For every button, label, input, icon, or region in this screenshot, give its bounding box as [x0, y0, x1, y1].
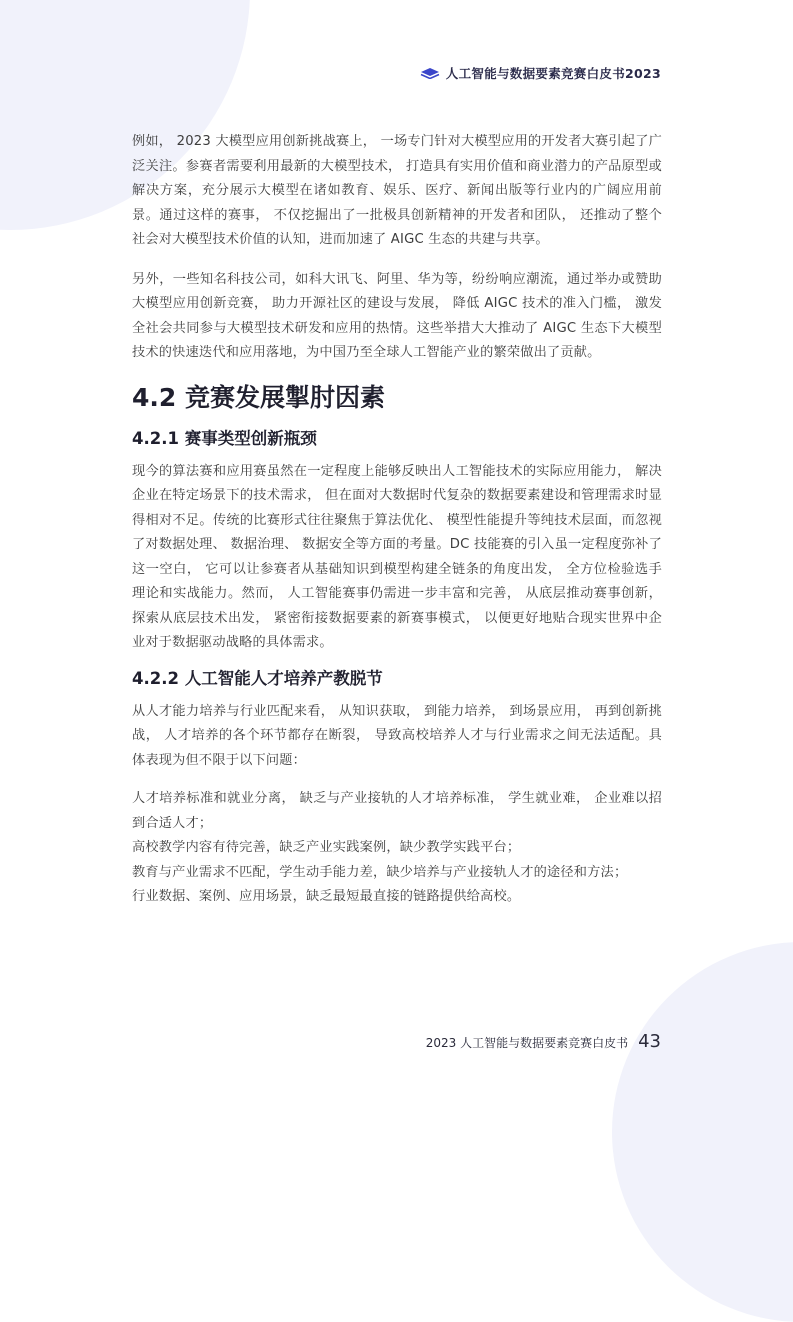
section-heading: 4.2 竞赛发展掣肘因素: [132, 382, 385, 412]
body-paragraph: 从人才能力培养与行业匹配来看， 从知识获取， 到能力培养， 到场景应用， 再到创新挑战， 人才培养的各个环节都存在断裂， 导致高校培养人才与行业需求之间无法适配。具体表现为但不限于以下问题：: [132, 703, 662, 768]
body-paragraph: 例如， 2023 大模型应用创新挑战赛上， 一场专门针对大模型应用的开发者大赛引起了广泛关注。参赛者需要利用最新的大模型技术， 打造具有实用价值和商业潜力的产品原型或解决方案，充分展示大模型在诸如教育、娱乐、医疗、新闻出版等行业内的广阔应用前景。通过这样的赛事， 不仅挖掘出了一批极具创新精神的开发者和团队， 还推动了整个社会对大模型技术价值的认知，进而加速了 AIGC 生态的共建与共享。: [132, 134, 662, 247]
header-title: 人工智能与数据要素竞赛白皮书2023: [445, 66, 661, 81]
subsection-heading: 4.2.1 赛事类型创新瓶颈: [132, 428, 317, 448]
book-stack-icon: [420, 67, 440, 79]
page-footer: [426, 1031, 661, 1052]
list-item: 行业数据、案例、应用场景，缺乏最短最直接的链路提供给高校。: [132, 889, 521, 904]
subsection-heading: 4.2.2 人工智能人才培养产教脱节: [132, 668, 383, 688]
problem-list: [132, 787, 662, 910]
body-paragraph: 另外，一些知名科技公司，如科大讯飞、阿里、华为等，纷纷响应潮流，通过举办或赞助大模型应用创新竞赛， 助力开源社区的建设与发展， 降低 AIGC 技术的准入门槛， 激发全社会共同参与大模型技术研发和应用的热情。这些举措大大推动了 AIGC 生态下大模型技术的快速迭代和应用落地，为中国乃至全球人工智能产业的繁荣做出了贡献。: [132, 271, 662, 360]
list-item: 人才培养标准和就业分离， 缺乏与产业接轨的人才培养标准， 学生就业难， 企业难以招到合适人才；: [132, 791, 662, 831]
decorative-circle-bottom: [612, 942, 793, 1322]
body-paragraph: 现今的算法赛和应用赛虽然在一定程度上能够反映出人工智能技术的实际应用能力， 解决企业在特定场景下的技术需求， 但在面对大数据时代复杂的数据要素建设和管理需求时显得相对不足。传统的比赛形式往往聚焦于算法优化、 模型性能提升等纯技术层面，而忽视了对数据处理、 数据治理、 数据安全等方面的考量。DC 技能赛的引入虽一定程度弥补了这一空白， 它可以让参赛者从基础知识到模型构建全链条的角度出发， 全方位检验选手理论和实战能力。然而， 人工智能赛事仍需进一步丰富和完善， 从底层推动赛事创新， 探索从底层技术出发， 紧密衔接数据要素的新赛事模式， 以便更好地贴合现实世界中企业对于数据驱动战略的具体需求。: [132, 463, 662, 650]
page-content: [132, 130, 662, 910]
footer-title: 2023 人工智能与数据要素竞赛白皮书: [425, 1036, 629, 1050]
running-header: [420, 64, 661, 82]
page-number: 43: [638, 1031, 661, 1052]
list-item: 教育与产业需求不匹配，学生动手能力差，缺少培养与产业接轨人才的途径和方法；: [132, 864, 628, 880]
list-item: 高校教学内容有待完善，缺乏产业实践案例，缺少教学实践平台；: [132, 840, 521, 855]
